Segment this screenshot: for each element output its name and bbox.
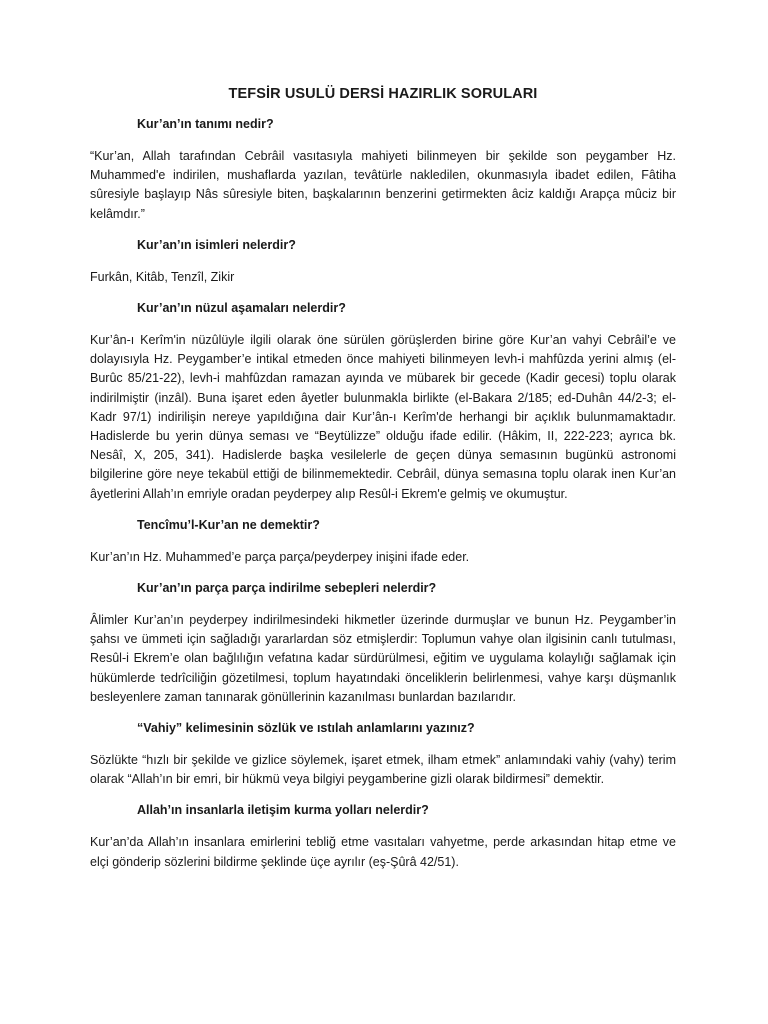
qa-section: [90, 579, 676, 707]
question-gradual-reasons: Kur’an’ın parça parça indirilme sebepleri nelerdir?: [137, 581, 437, 596]
answer-definition: “Kur’an, Allah tarafından Cebrâil vasıtasıyla mahiyeti bilinmeyen bir şekilde son peygamber Hz. Muhammed'e indirilen, mushaflarda yazılan, tevâtürle nakledilen, okunmasıyla ibadet edilen, Fâtiha sûresiyle başlayıp Nâs sûresiyle biten, başkalarının benzerini getirmekten âciz kaldığı Arapça mûciz bir kelâmdır.”: [90, 149, 676, 221]
question-communication-ways: Allah’ın insanlarla iletişim kurma yolları nelerdir?: [137, 803, 429, 818]
qa-section: [90, 801, 676, 871]
document-page: [90, 86, 676, 884]
answer-revelation-stages: Kur’ân-ı Kerîm'in nüzûlüyle ilgili olarak öne sürülen görüşlerden birine göre Kur’an vahyi Cebrâil’e ve dolayısıyla Hz. Peygamber’e intikal etmeden önce mahiyeti bilinmeyen levh-i mahfûzda yerini almış (el-Burûc 85/21-22), levh-i mahfûzdan ramazan ayında ve mübarek bir gecede (Kadir gecesi) toplu olarak indirilmiştir (inzâl). Buna işaret eden âyetler bulunmakla birlikte (el-Bakara 2/185; ed-Duhân 44/2-3; el-Kadr 97/1) indirilişin nereye yapıldığına dair Kur’ân-ı Kerîm'de herhangi bir açıklık bulunmamaktadır. Hadislerde bu yerin dünya seması ve “Beytülizze” olduğu ifade edilir. (Hâkim, II, 222-223; ayrıca bk. Nesâî, X, 205, 341). Hadislerde başka vesilelerle de geçen dünya semasının bugünkü astronomi bilgilerine göre neye tekabül ettiği de bilinmemektedir. Cebrâil, dünya semasına toplu olarak inen Kur’an âyetlerini Allah’ın emriyle oradan peyderpey alıp Resûl-i Ekrem'e gelmiş ve okumuştur.: [90, 333, 676, 501]
qa-section: [90, 236, 676, 287]
question-tencim: Tencîmu’l-Kur’an ne demektir?: [137, 517, 320, 532]
answer-gradual-reasons: Âlimler Kur’an’ın peyderpey indirilmesindeki hikmetler üzerinde durmuşlar ve bunun Hz. Peygamber’in şahsı ve ümmeti için sağladığı yararlardan söz etmişlerdir: Toplumun vahye olan ilgisinin canlı tutulması, Resûl-i Ekrem’e olan bağlılığın vefatına kadar sürdürülmesi, eğitim ve uygulama kolaylığı sağlamak için hükümlerde tedrîciliğin gözetilmesi, toplum hayatındaki önceliklerin belirlenmesi, vahye karşı düşmanlık besleyenlere zaman tanınarak gönüllerinin kazanılması bunlardan bazılarıdır.: [90, 613, 676, 704]
answer-communication-ways: Kur’an’da Allah’ın insanlara emirlerini tebliğ etme vasıtaları vahyetme, perde arkasından hitap etme ve elçi gönderip sözlerini bildirme şeklinde üçe ayrılır (eş-Şûrâ 42/51).: [90, 835, 676, 869]
qa-section: [90, 115, 676, 224]
document-title: TEFSİR USULÜ DERSİ HAZIRLIK SORULARI: [228, 86, 538, 102]
qa-section: [90, 719, 676, 789]
question-vahiy-meaning: “Vahiy” kelimesinin sözlük ve ıstılah anlamlarını yazınız?: [137, 721, 475, 736]
question-revelation-stages: Kur’an’ın nüzul aşamaları nelerdir?: [137, 301, 346, 316]
qa-section: [90, 516, 676, 567]
question-names: Kur’an’ın isimleri nelerdir?: [137, 237, 296, 252]
answer-tencim: Kur’an’ın Hz. Muhammed’e parça parça/peyderpey inişini ifade eder.: [90, 549, 470, 564]
question-definition: Kur’an’ın tanımı nedir?: [137, 117, 274, 131]
answer-vahiy-meaning: Sözlükte “hızlı bir şekilde ve gizlice söylemek, işaret etmek, ilham etmek” anlamındaki vahiy (vahy) terim olarak “Allah’ın bir emri, bir hükmü veya bilgiyi peygamberine gizli olarak bildirmesi” demektir.: [90, 753, 676, 787]
qa-section: [90, 299, 676, 504]
answer-names: Furkân, Kitâb, Tenzîl, Zikir: [90, 269, 235, 284]
